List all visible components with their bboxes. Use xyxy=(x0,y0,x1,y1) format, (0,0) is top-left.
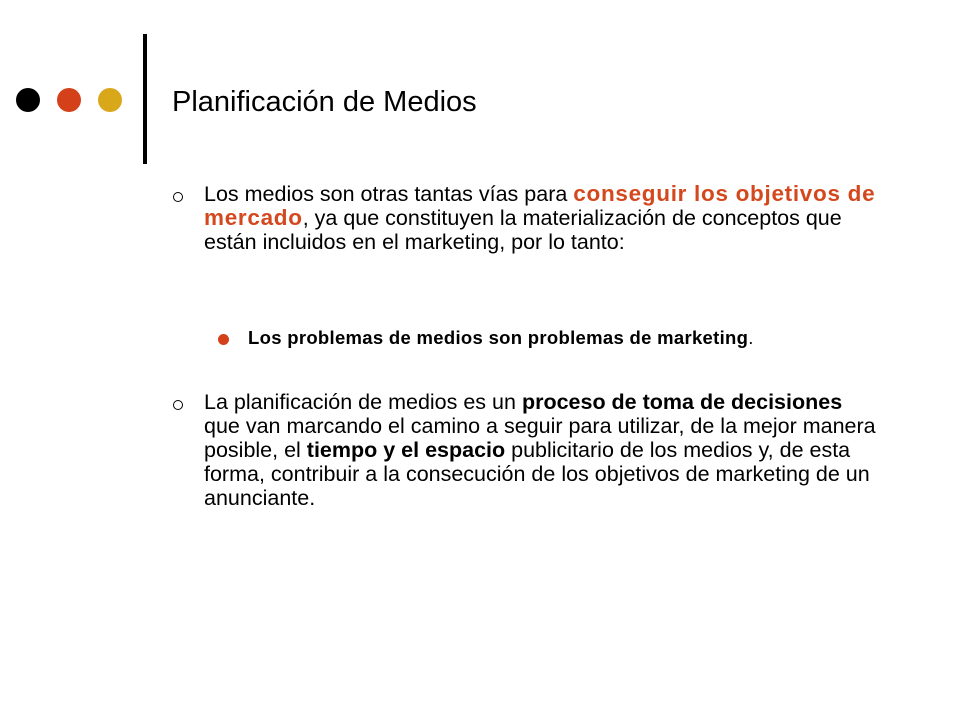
bullet-item-1 xyxy=(170,182,880,254)
title-divider xyxy=(143,34,147,164)
bullet-item-2 xyxy=(170,390,880,510)
circle-bullet-icon xyxy=(173,192,183,202)
slide-content xyxy=(170,182,880,510)
bullet-2-text-1: La planificación de medios es un xyxy=(204,390,522,414)
sub-bullet-item xyxy=(218,326,848,350)
black-dot-icon xyxy=(16,88,40,112)
bullet-2-bold-1: proceso de toma de decisiones xyxy=(521,390,843,414)
sub-bullet-tail: . xyxy=(748,327,754,348)
bullet-1-text-b: , ya que constituyen la materialización de conceptos que están incluidos en el marketing, por lo tanto: xyxy=(204,206,842,254)
bullet-2-bold-2: tiempo y el espacio xyxy=(306,438,506,462)
bullet-2-text-3: publicitario de los medios y, de esta forma, contribuir a la consecución de los objetivos de marketing de un anunciante. xyxy=(204,438,870,510)
filled-dot-bullet-icon xyxy=(218,334,229,345)
gold-dot-icon xyxy=(98,88,122,112)
page-title: Planificación de Medios xyxy=(172,86,477,118)
bullet-1-text-a: Los medios son otras tantas vías para xyxy=(204,182,574,206)
circle-bullet-icon xyxy=(173,400,183,410)
decorative-dots xyxy=(16,88,122,112)
bullet-2-text-2: que van marcando el camino a seguir para utilizar, de la mejor manera posible, el xyxy=(204,414,876,462)
sub-bullet-bold: Los problemas de medios son problemas de marketing xyxy=(248,327,749,348)
bullet-1-highlight: conseguir los objetivos de mercado xyxy=(204,181,876,230)
red-dot-icon xyxy=(57,88,81,112)
